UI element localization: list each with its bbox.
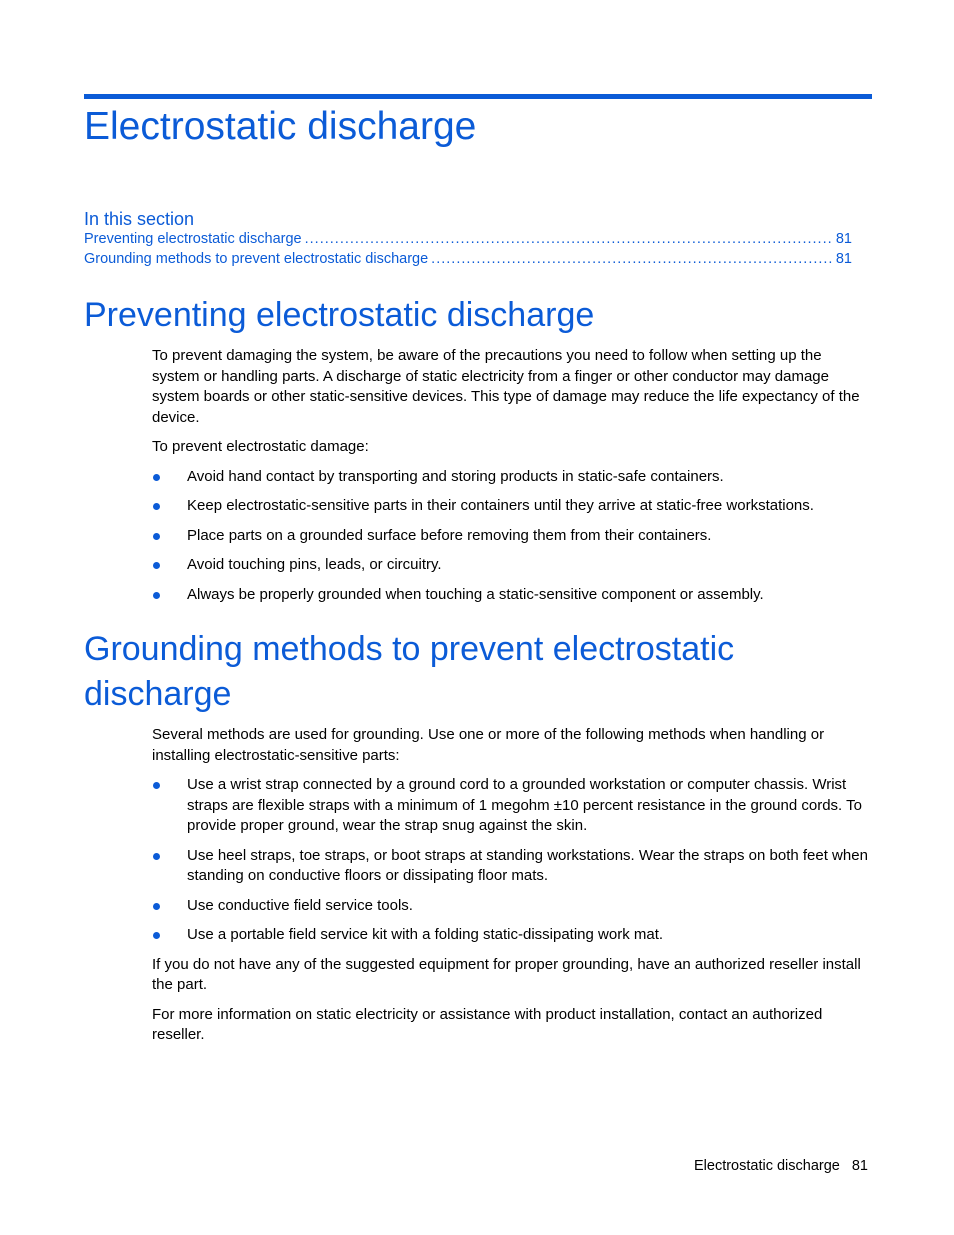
precautions-list bbox=[152, 467, 868, 606]
bullet-icon bbox=[153, 562, 160, 569]
bullet-icon bbox=[153, 853, 160, 860]
bullet-icon bbox=[153, 533, 160, 540]
section-title-grounding: Grounding methods to prevent electrostatic discharge bbox=[84, 630, 735, 713]
section-intro: To prevent damaging the system, be aware of the precautions you need to follow when setting up the system or handling parts. A discharge of static electricity from a finger or other conductor may damage system boards or other static-sensitive devices. This type of damage may reduce the life expectancy of the device. bbox=[152, 347, 860, 426]
chapter-title: Electrostatic discharge bbox=[84, 105, 477, 148]
section-intro: Several methods are used for grounding. Use one or more of the following methods when handling or installing electrostatic-sensitive parts: bbox=[152, 726, 825, 764]
page-footer bbox=[694, 1158, 868, 1174]
grounding-methods-list bbox=[152, 775, 868, 946]
list-item: Keep electrostatic-sensitive parts in their containers until they arrive at static-free workstations. bbox=[152, 496, 868, 517]
bullet-icon bbox=[153, 932, 160, 939]
page-number: 81 bbox=[851, 1158, 868, 1174]
toc-entry-page: 81 bbox=[835, 231, 852, 247]
footer-label: Electrostatic discharge bbox=[693, 1158, 840, 1174]
bullet-icon bbox=[153, 782, 160, 789]
list-item: Place parts on a grounded surface before removing them from their containers. bbox=[152, 526, 868, 547]
bullet-icon bbox=[153, 903, 160, 910]
toc-entry-label: Grounding methods to prevent electrostatic discharge bbox=[84, 251, 429, 267]
toc-entry-preventing[interactable] bbox=[84, 231, 852, 251]
toc-heading: In this section bbox=[84, 209, 195, 229]
list-item: Use conductive field service tools. bbox=[152, 896, 868, 917]
section-body-preventing bbox=[152, 346, 868, 614]
bullet-icon bbox=[153, 474, 160, 481]
list-item: Always be properly grounded when touching a static-sensitive component or assembly. bbox=[152, 585, 868, 606]
toc-entry-grounding[interactable] bbox=[84, 251, 852, 271]
toc-leader-dots bbox=[431, 251, 833, 267]
bullet-icon bbox=[153, 592, 160, 599]
chapter-top-rule bbox=[84, 94, 872, 99]
section-paragraph: For more information on static electricity or assistance with product installation, contact an authorized reseller. bbox=[152, 1005, 823, 1043]
toc-entry-page: 81 bbox=[835, 251, 852, 267]
list-item: Avoid touching pins, leads, or circuitry. bbox=[152, 555, 868, 576]
toc-entry-label: Preventing electrostatic discharge bbox=[84, 231, 302, 247]
section-title-preventing: Preventing electrostatic discharge bbox=[84, 296, 595, 334]
list-item: Use a portable field service kit with a folding static-dissipating work mat. bbox=[152, 925, 868, 946]
section-paragraph: If you do not have any of the suggested equipment for proper grounding, have an authorized reseller install the part. bbox=[152, 955, 861, 993]
list-item: Avoid hand contact by transporting and storing products in static-safe containers. bbox=[152, 467, 868, 488]
toc-leader-dots bbox=[305, 231, 833, 247]
section-lead: To prevent electrostatic damage: bbox=[152, 438, 369, 455]
section-body-grounding bbox=[152, 725, 868, 1055]
list-item: Use heel straps, toe straps, or boot straps at standing workstations. Wear the straps on both feet when standing on conductive floors or dissipating floor mats. bbox=[152, 846, 868, 887]
list-item: Use a wrist strap connected by a ground cord to a grounded workstation or computer chassis. Wrist straps are flexible straps with a minimum of 1 megohm ±10 percent resistance in the ground cords. To provide proper ground, wear the strap snug against the skin. bbox=[152, 775, 868, 837]
table-of-contents bbox=[84, 231, 852, 271]
bullet-icon bbox=[153, 503, 160, 510]
